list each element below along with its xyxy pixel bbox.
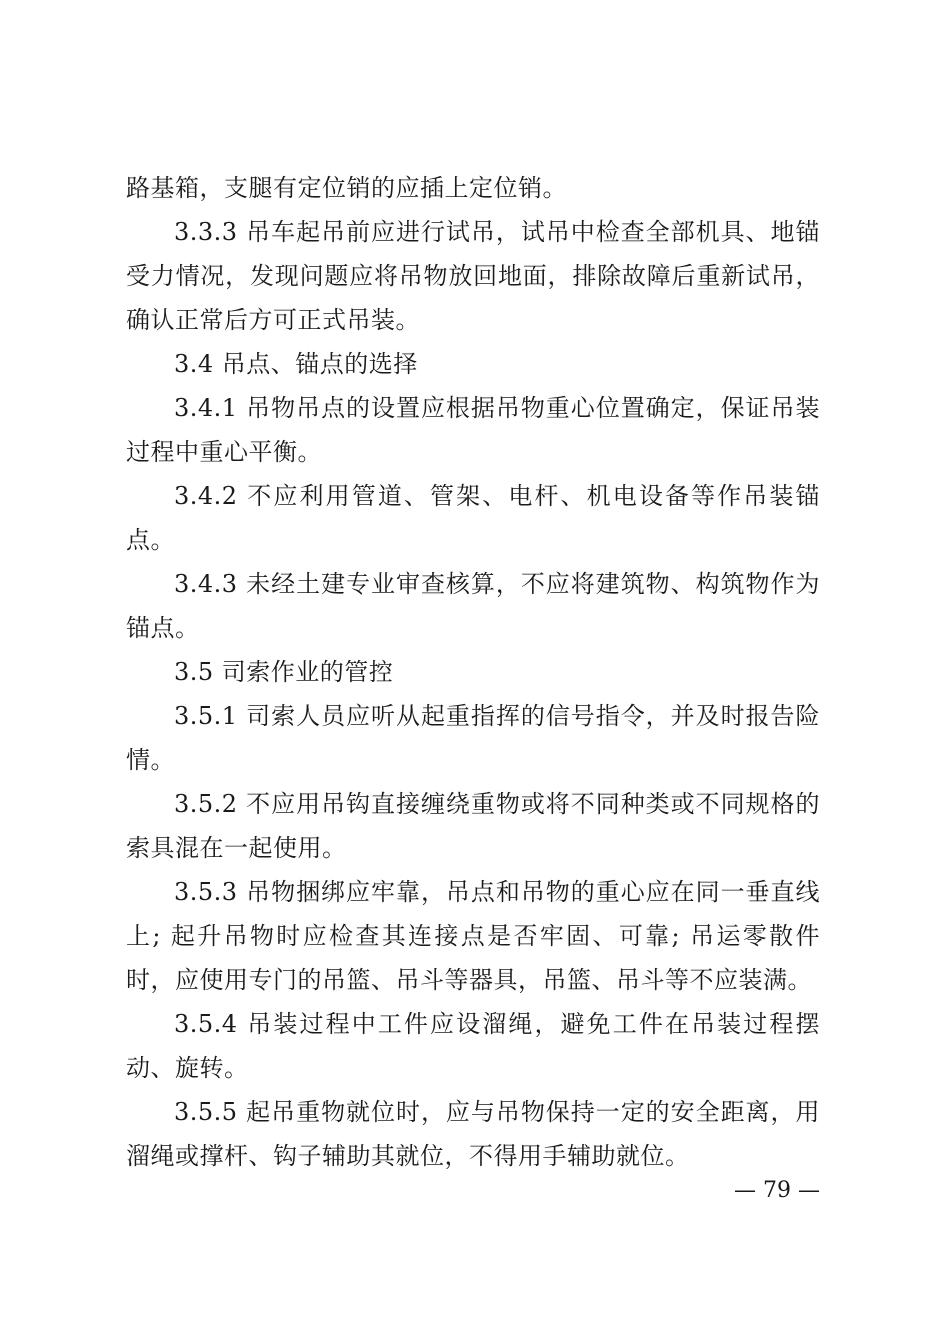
- page-number: — 79 —: [734, 1178, 820, 1203]
- paragraph-3-5-5: 3.5.5 起吊重物就位时，应与吊物保持一定的安全距离，用溜绳或撑杆、钩子辅助其就位，不得用手辅助就位。: [126, 1098, 820, 1170]
- paragraph-3-5-3: 3.5.3 吊物捆绑应牢靠，吊点和吊物的重心应在同一垂直线上; 起升吊物时应检查其连接点是否牢固、可靠; 吊运零散件时，应使用专门的吊篮、吊斗等器具，吊篮、吊斗等不应装满。: [126, 878, 820, 994]
- paragraph-3-3-3: 3.3.3 吊车起吊前应进行试吊，试吊中检查全部机具、地锚受力情况，发现问题应将吊物放回地面，排除故障后重新试吊，确认正常后方可正式吊装。: [126, 218, 820, 334]
- paragraph-continuation: 路基箱，支腿有定位销的应插上定位销。: [126, 174, 567, 202]
- paragraph-3-5-4: 3.5.4 吊装过程中工件应设溜绳，避免工件在吊装过程摆动、旋转。: [126, 1010, 820, 1082]
- section-heading-3-5: 3.5 司索作业的管控: [174, 658, 394, 686]
- section-heading-3-4: 3.4 吊点、锚点的选择: [174, 350, 418, 378]
- paragraph-3-4-1: 3.4.1 吊物吊点的设置应根据吊物重心位置确定，保证吊装过程中重心平衡。: [126, 394, 820, 466]
- paragraph-3-5-2: 3.5.2 不应用吊钩直接缠绕重物或将不同种类或不同规格的索具混在一起使用。: [126, 790, 820, 862]
- paragraph-3-5-1: 3.5.1 司索人员应听从起重指挥的信号指令，并及时报告险情。: [126, 702, 820, 774]
- paragraph-3-4-2: 3.4.2 不应利用管道、管架、电杆、机电设备等作吊装锚点。: [126, 482, 820, 554]
- paragraph-3-4-3: 3.4.3 未经土建专业审查核算，不应将建筑物、构筑物作为锚点。: [126, 570, 820, 642]
- body-text: [126, 166, 820, 1178]
